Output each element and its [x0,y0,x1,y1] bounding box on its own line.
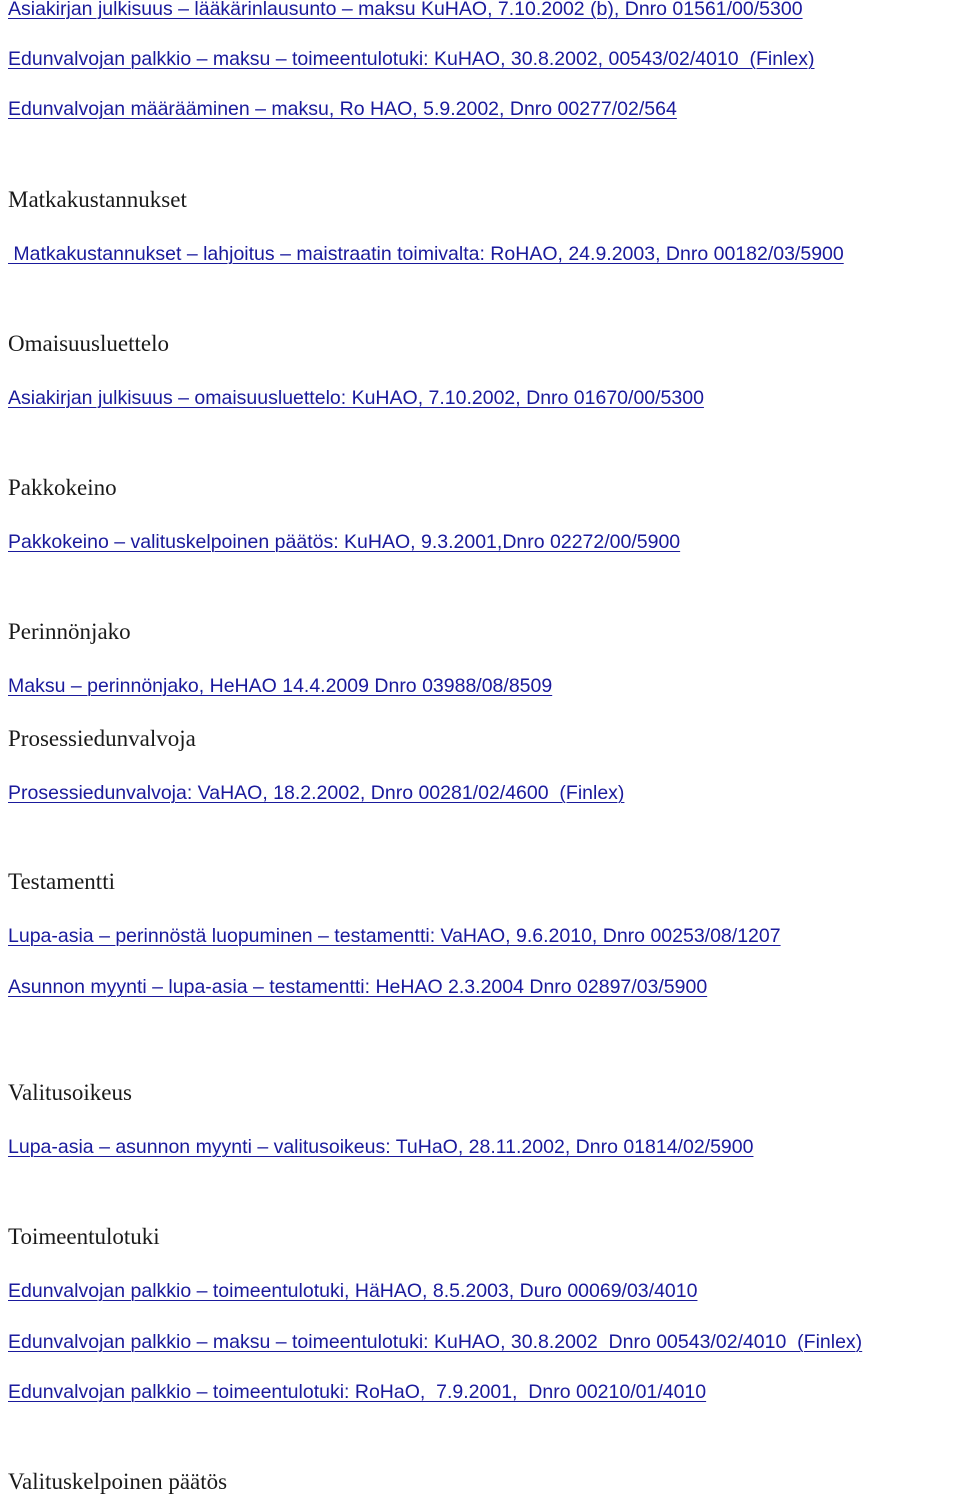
heading-toimeentulotuki: Toimeentulotuki [8,1224,160,1249]
link-edunvalvojan-palkkio-maksu[interactable]: Edunvalvojan palkkio – maksu – toimeentulotuki: KuHAO, 30.8.2002, 00543/02/4010 (Finlex) [8,48,815,70]
link-testamentti-asunnon-myynti[interactable]: Asunnon myynti – lupa-asia – testamentti: HeHAO 2.3.2004 Dnro 02897/03/5900 [8,976,708,998]
link-prosessiedunvalvoja[interactable]: Prosessiedunvalvoja: VaHAO, 18.2.2002, Dnro 00281/02/4600 (Finlex) [8,782,625,804]
heading-valituskelpoinen-paatos: Valituskelpoinen päätös [8,1469,228,1494]
heading-valitusoikeus: Valitusoikeus [8,1080,132,1105]
heading-perinnonjako: Perinnönjako [8,619,131,644]
link-perinnonjako[interactable]: Maksu – perinnönjako, HeHAO 14.4.2009 Dnro 03988/08/8509 [8,675,553,697]
heading-matkakustannukset: Matkakustannukset [8,187,187,212]
heading-prosessiedunvalvoja: Prosessiedunvalvoja [8,726,196,751]
link-toimeentulotuki-rohao[interactable]: Edunvalvojan palkkio – toimeentulotuki: RoHaO, 7.9.2001, Dnro 00210/01/4010 [8,1381,707,1403]
link-valitusoikeus[interactable]: Lupa-asia – asunnon myynti – valitusoikeus: TuHaO, 28.11.2002, Dnro 01814/02/5900 [8,1136,754,1158]
link-edunvalvojan-maaraaminen[interactable]: Edunvalvojan määrääminen – maksu, Ro HAO, 5.9.2002, Dnro 00277/02/564 [8,98,677,120]
link-toimeentulotuki-hahao[interactable]: Edunvalvojan palkkio – toimeentulotuki, HäHAO, 8.5.2003, Duro 00069/03/4010 [8,1280,698,1302]
heading-omaisuusluettelo: Omaisuusluettelo [8,331,169,356]
link-omaisuusluettelo[interactable]: Asiakirjan julkisuus – omaisuusluettelo: KuHAO, 7.10.2002, Dnro 01670/00/5300 [8,387,704,409]
link-testamentti-luopuminen[interactable]: Lupa-asia – perinnöstä luopuminen – testamentti: VaHAO, 9.6.2010, Dnro 00253/08/1207 [8,925,781,947]
link-laakarinlausunto[interactable]: Asiakirjan julkisuus – lääkärinlausunto – maksu KuHAO, 7.10.2002 (b), Dnro 01561/00/5300 [8,0,803,20]
link-matkakustannukset[interactable]: Matkakustannukset – lahjoitus – maistraatin toimivalta: RoHAO, 24.9.2003, Dnro 00182/03/5900 [8,243,844,265]
link-pakkokeino[interactable]: Pakkokeino – valituskelpoinen päätös: KuHAO, 9.3.2001,Dnro 02272/00/5900 [8,531,681,553]
link-toimeentulotuki-kuhao[interactable]: Edunvalvojan palkkio – maksu – toimeentulotuki: KuHAO, 30.8.2002 Dnro 00543/02/4010 (Finlex) [8,1331,863,1353]
heading-testamentti: Testamentti [8,869,115,894]
heading-pakkokeino: Pakkokeino [8,475,117,500]
